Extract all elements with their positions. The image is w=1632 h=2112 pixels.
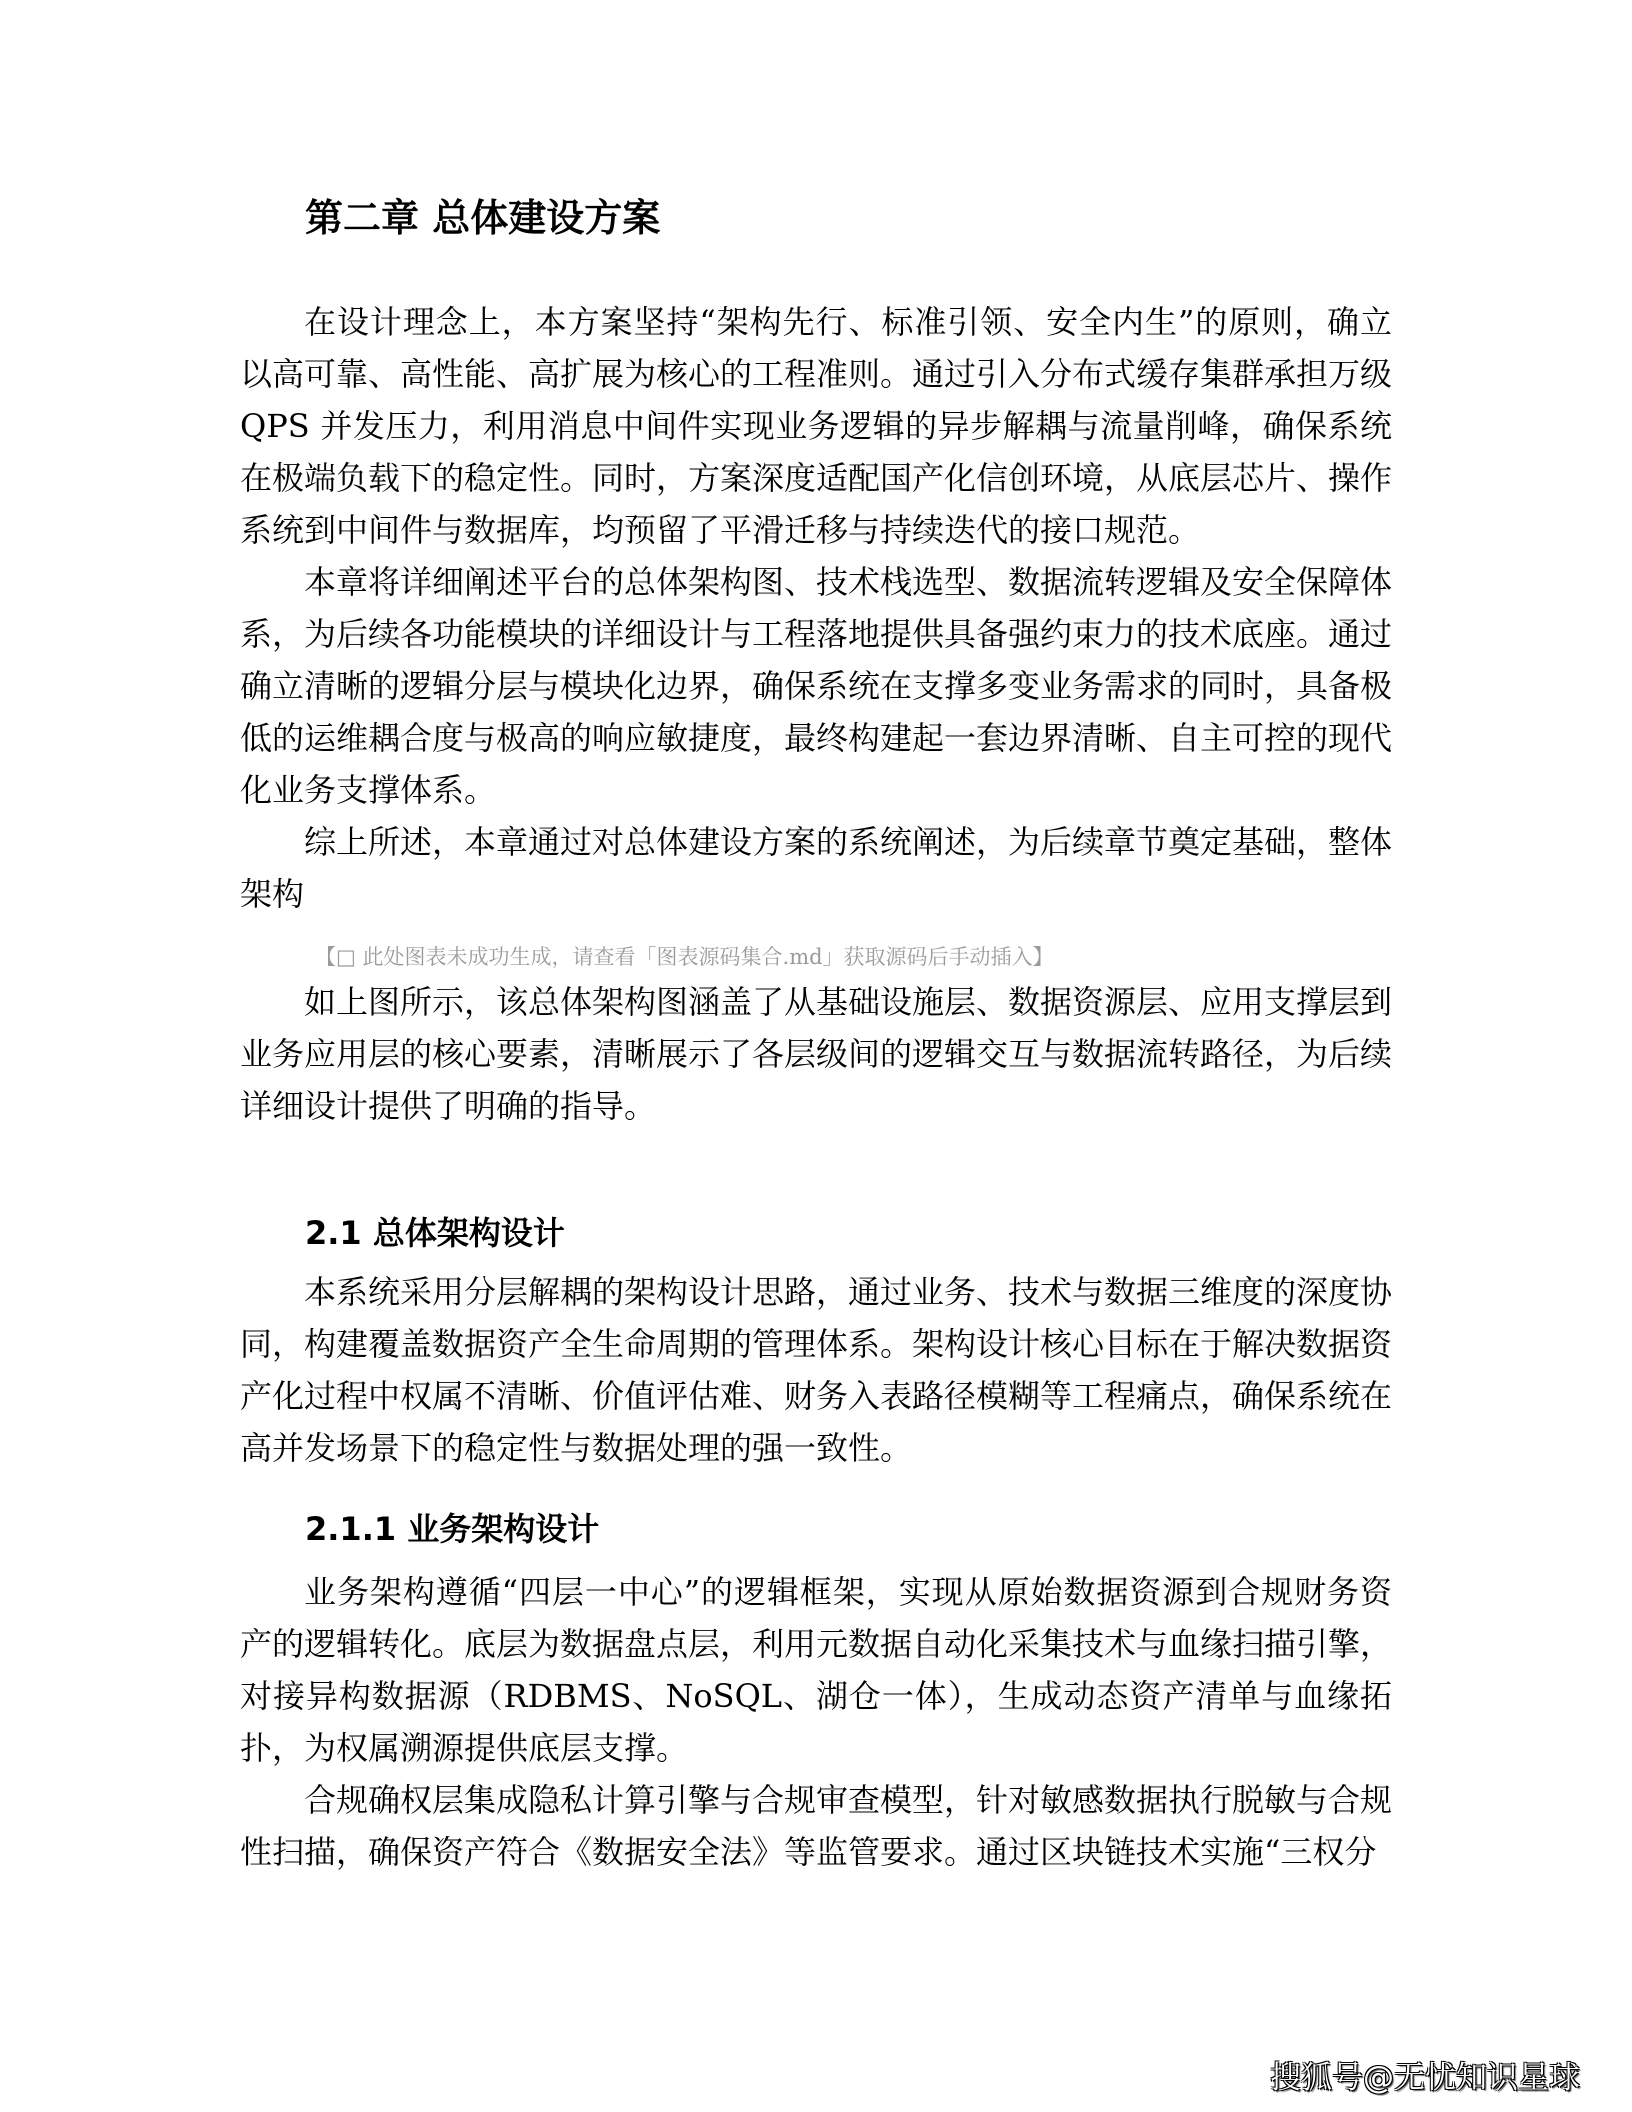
chapter-title: 第二章 总体建设方案 [305, 196, 661, 240]
section-2-1-1-paragraph-1: 业务架构遵循“四层一中心”的逻辑框架，实现从原始数据资源到合规财务资产的逻辑转化。底层为数据盘点层，利用元数据自动化采集技术与血缘扫描引擎，对接异构数据源（RDBMS、NoSQL、湖仓一体），生成动态资产清单与血缘拓扑，为权属溯源提供底层支撑。 [240, 1573, 1393, 1767]
section-2-1-paragraph: 本系统采用分层解耦的架构设计思路，通过业务、技术与数据三维度的深度协同，构建覆盖数据资产全生命周期的管理体系。架构设计核心目标在于解决数据资产化过程中权属不清晰、价值评估难、财务入表路径模糊等工程痛点，确保系统在高并发场景下的稳定性与数据处理的强一致性。 [240, 1273, 1393, 1467]
section-2-1-1-paragraph-2: 合规确权层集成隐私计算引擎与合规审查模型，针对敏感数据执行脱敏与合规性扫描，确保资产符合《数据安全法》等监管要求。通过区块链技术实施“三权分 [240, 1781, 1393, 1871]
section-2-1-title: 2.1 总体架构设计 [305, 1214, 565, 1252]
intro-paragraph-1: 在设计理念上，本方案坚持“架构先行、标准引领、安全内生”的原则，确立以高可靠、高性能、高扩展为核心的工程准则。通过引入分布式缓存集群承担万级 QPS 并发压力，利用消息中间件实现业务逻辑的异步解耦与流量削峰，确保系统在极端负载下的稳定性。同时，方案深度适配国产化信创环境，从底层芯片、操作系统到中间件与数据库，均预留了平滑迁移与持续迭代的接口规范。 [240, 303, 1393, 549]
intro-paragraph-3: 综上所述，本章通过对总体建设方案的系统阐述，为后续章节奠定基础，整体架构 [240, 823, 1393, 913]
section-2-1-1-title: 2.1.1 业务架构设计 [305, 1510, 600, 1548]
sohu-watermark: 搜狐号@无忧知识星球 [1270, 2060, 1580, 2096]
figure-placeholder-notice: 【□ 此处图表未成功生成，请查看「图表源码集合.md」获取源码后手动插入】 [315, 945, 1054, 969]
figure-description-paragraph: 如上图所示，该总体架构图涵盖了从基础设施层、数据资源层、应用支撑层到业务应用层的核心要素，清晰展示了各层级间的逻辑交互与数据流转路径，为后续详细设计提供了明确的指导。 [240, 983, 1393, 1125]
intro-paragraph-2: 本章将详细阐述平台的总体架构图、技术栈选型、数据流转逻辑及安全保障体系，为后续各功能模块的详细设计与工程落地提供具备强约束力的技术底座。通过确立清晰的逻辑分层与模块化边界，确保系统在支撑多变业务需求的同时，具备极低的运维耦合度与极高的响应敏捷度，最终构建起一套边界清晰、自主可控的现代化业务支撑体系。 [240, 563, 1393, 809]
